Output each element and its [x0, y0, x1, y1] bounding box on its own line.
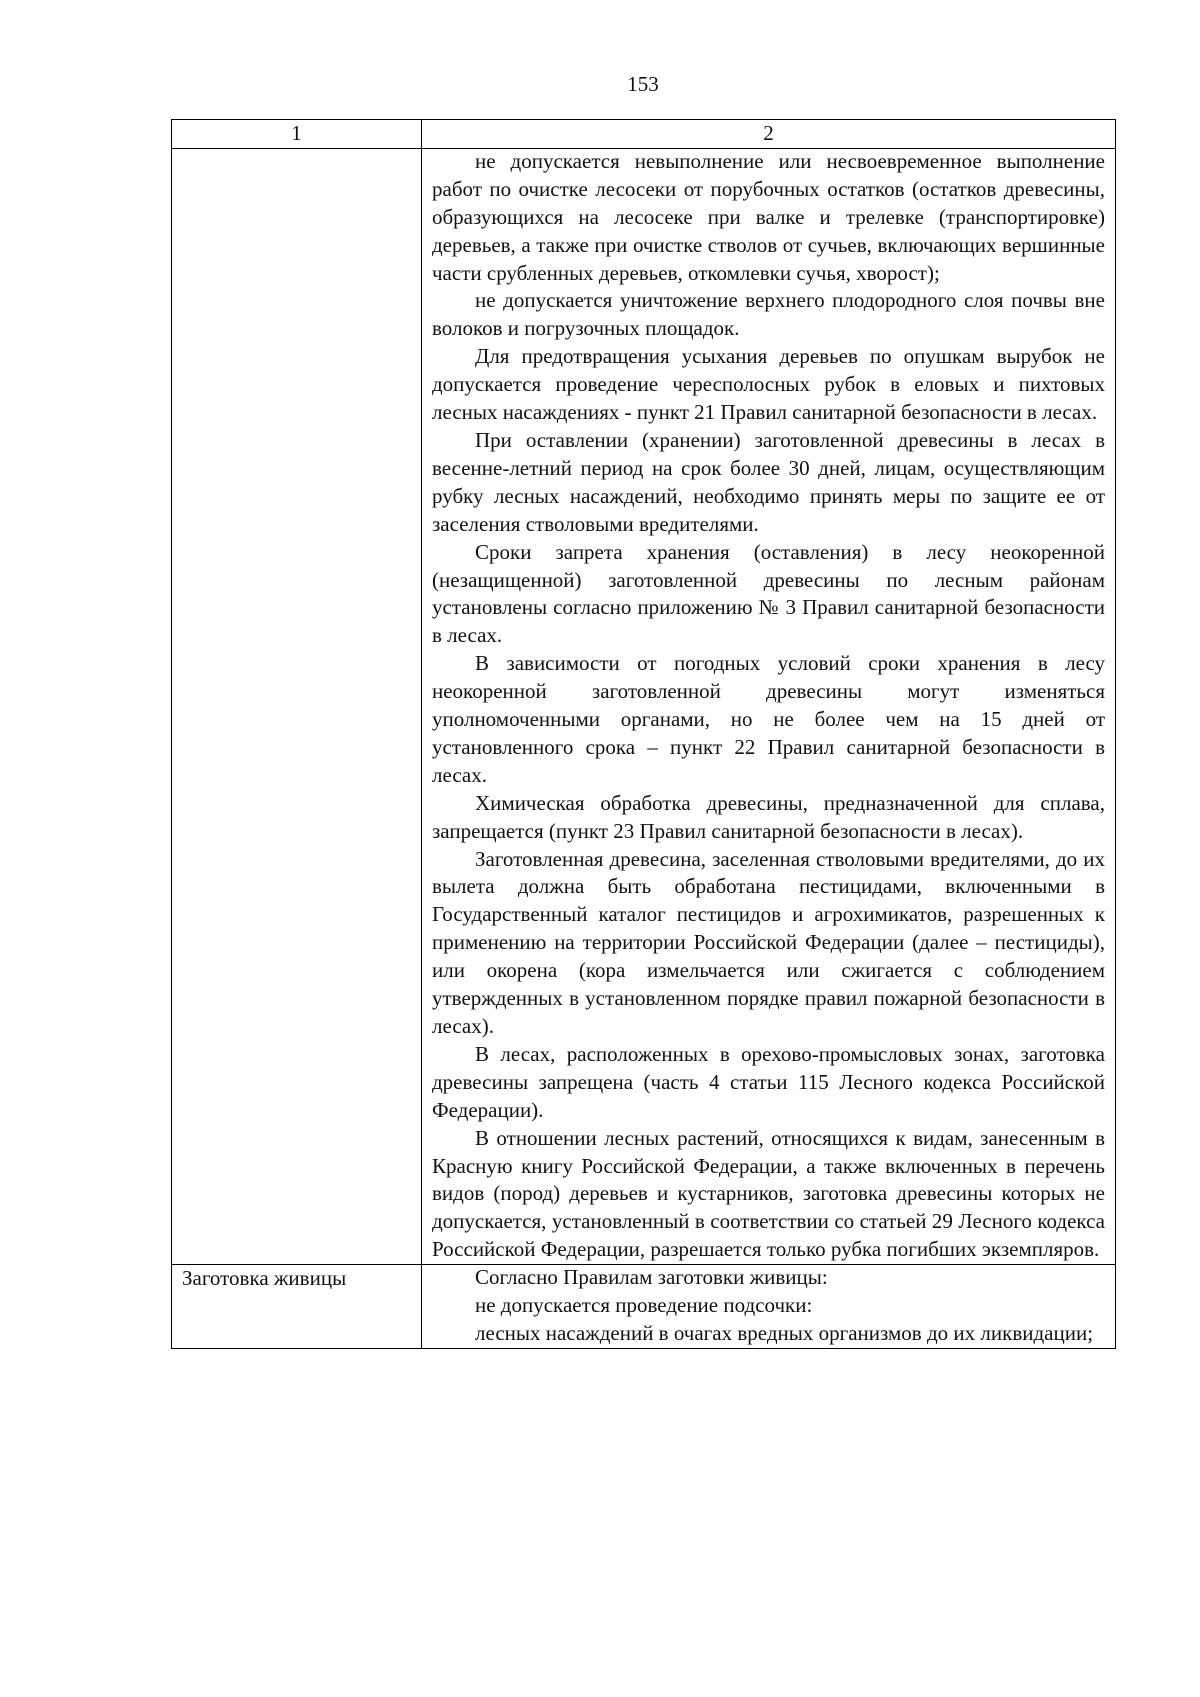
paragraph: При оставлении (хранении) заготовленной древесины в лесах в весенне-летний период на срок более 30 дней, лицам, осуществляющим рубку лесных насаждений, необходимо принять меры по защите ее от заселения стволовыми вредителями.: [432, 427, 1105, 536]
row-1-activity: [172, 148, 422, 1264]
paragraph: В лесах, расположенных в орехово-промысловых зонах, заготовка древесины запрещена (часть 4 статьи 115 Лесного кодекса Российской Федерации).: [432, 1041, 1105, 1122]
paragraph: Заготовленная древесина, заселенная стволовыми вредителями, до их вылета должна быть обработана пестицидами, включенными в Государственный каталог пестицидов и агрохимикатов, разрешенных к применению на территории Российской Федерации (далее – пестициды), или окорена (кора измельчается или сжигается с соблюдением утвержденных в установленном порядке правил пожарной безопасности в лесах).: [432, 846, 1105, 1038]
row-1-requirements: [422, 148, 1116, 1264]
paragraph: Согласно Правилам заготовки живицы:: [475, 1265, 828, 1290]
row-2-requirements: [422, 1265, 1116, 1349]
column-header-1: 1: [172, 120, 422, 149]
regulations-table: [171, 119, 1116, 1349]
paragraph: не допускается уничтожение верхнего плодородного слоя почвы вне волоков и погрузочных площадок.: [432, 288, 1105, 341]
table-header-row: [172, 120, 1116, 149]
row-2-activity: Заготовка живицы: [172, 1265, 422, 1349]
table-row: [172, 1265, 1116, 1349]
page-number: 153: [627, 72, 659, 96]
paragraph: лесных насаждений в очагах вредных организмов до их ликвидации;: [475, 1320, 1094, 1345]
column-header-2: 2: [422, 120, 1116, 149]
paragraph: не допускается невыполнение или несвоевременное выполнение работ по очистке лесосеки от порубочных остатков (остатков древесины, образующихся на лесосеке при валке и трелевке (транспортировке) деревьев, а также при очистке стволов от сучьев, включающих вершинные части срубленных деревьев, откомлевки сучья, хворост);: [432, 148, 1105, 285]
paragraph: В отношении лесных растений, относящихся к видам, занесенным в Красную книгу Российской Федерации, а также включенных в перечень видов (пород) деревьев и кустарников, заготовка древесины которых не допускается, установленный в соответствии со статьей 29 Лесного кодекса Российской Федерации, разрешается только рубка погибших экземпляров.: [432, 1125, 1105, 1262]
paragraph: Для предотвращения усыхания деревьев по опушкам вырубок не допускается проведение чересполосных рубок в еловых и пихтовых лесных насаждениях - пункт 21 Правил санитарной безопасности в лесах.: [432, 344, 1105, 425]
table-row: [172, 148, 1116, 1264]
paragraph: В зависимости от погодных условий сроки хранения в лесу неокоренной заготовленной древесины могут изменяться уполномоченными органами, но не более чем на 15 дней от установленного срока – пункт 22 Правил санитарной безопасности в лесах.: [432, 651, 1105, 787]
paragraph: не допускается проведение подсочки:: [475, 1293, 813, 1318]
paragraph: Сроки запрета хранения (оставления) в лесу неокоренной (незащищенной) заготовленной древесины по лесным районам установлены согласно приложению № 3 Правил санитарной безопасности в лесах.: [432, 539, 1105, 648]
paragraph: Химическая обработка древесины, предназначенной для сплава, запрещается (пункт 23 Правил санитарной безопасности в лесах).: [432, 790, 1105, 843]
